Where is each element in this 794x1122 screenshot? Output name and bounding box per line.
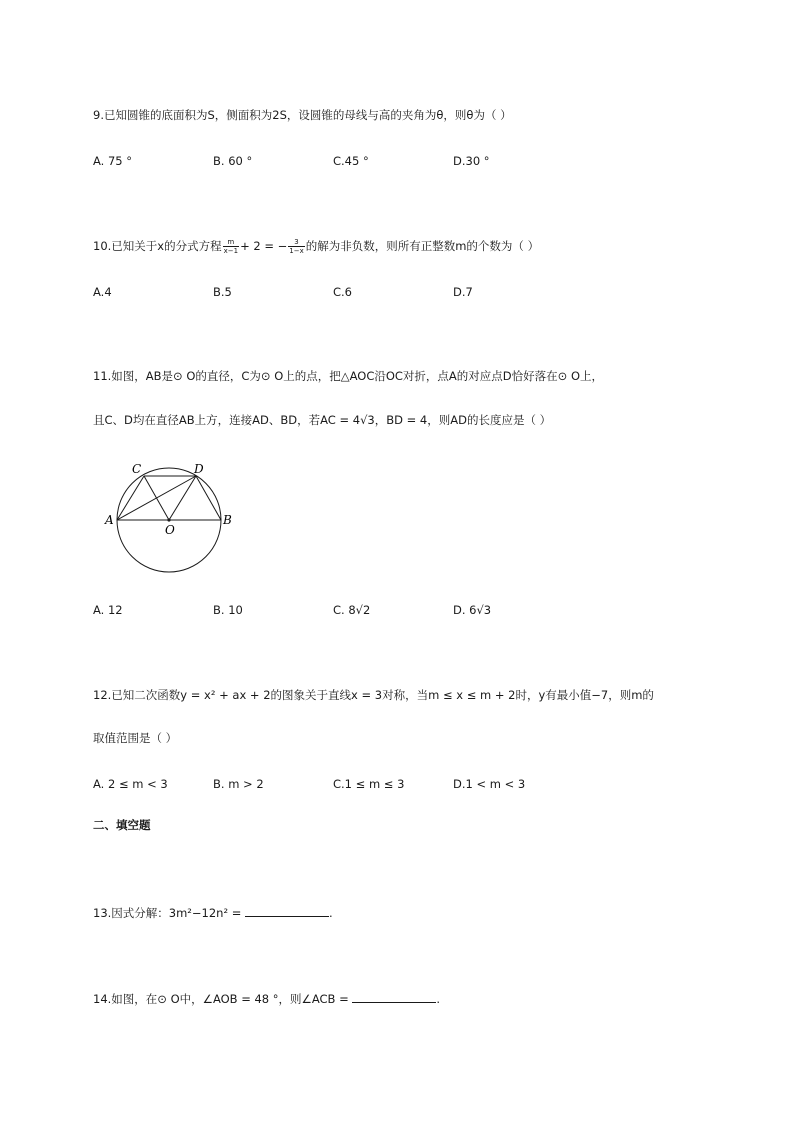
question-10-option-c: C.6: [333, 285, 353, 299]
fraction-numerator: 3: [288, 238, 304, 247]
question-14-period: .: [436, 992, 441, 1006]
question-10-stem: [93, 238, 539, 255]
question-11-option-c: C. 8√2: [333, 603, 371, 617]
question-9-option-a: A. 75 °: [93, 154, 133, 168]
center-point-o: [167, 518, 170, 521]
question-13-text: 13.因式分解：3m²−12n² =: [93, 906, 242, 920]
question-12-stem-line-1: 12.已知二次函数y = x² + ax + 2的图象关于直线x = 3对称，当m ≤ x ≤ m + 2时，y有最小值−7，则m的: [93, 688, 654, 702]
question-10-text-before: 10.已知关于x的分式方程: [93, 239, 222, 253]
question-11-option-d: D. 6√3: [453, 603, 492, 617]
label-b: B: [223, 513, 232, 527]
question-11-option-b: B. 10: [213, 603, 243, 617]
question-12-option-a: A. 2 ≤ m < 3: [93, 777, 168, 791]
fraction-3-over-1-minus-x: [288, 238, 304, 255]
question-11-stem-line-1: 11.如图，AB是⊙ O的直径，C为⊙ O上的点，把△AOC沿OC对折，点A的对应点D恰好落在⊙ O上，: [93, 369, 603, 383]
answer-blank-13[interactable]: [245, 905, 329, 917]
question-12-options: [93, 776, 613, 792]
question-10-option-a: A.4: [93, 285, 112, 299]
question-10-option-b: B.5: [213, 285, 232, 299]
fraction-numerator: m: [223, 238, 239, 247]
question-12-option-c: C.1 ≤ m ≤ 3: [333, 777, 405, 791]
question-13-stem: [93, 905, 333, 921]
section-heading-fill-in: 二、填空题: [93, 818, 151, 832]
question-9-options: [93, 153, 613, 169]
circle-geometry-figure: [102, 458, 242, 573]
fraction-denominator: x−1: [223, 247, 239, 255]
question-9-option-c: C.45 °: [333, 154, 369, 168]
fraction-denominator: 1−x: [289, 247, 304, 255]
question-10-equation-middle: + 2 = −: [240, 239, 288, 253]
question-14-text: 14.如图，在⊙ O中，∠AOB = 48 °，则∠ACB =: [93, 992, 349, 1006]
question-14-stem: [93, 991, 440, 1007]
question-9-option-d: D.30 °: [453, 154, 490, 168]
question-10-options: [93, 284, 613, 300]
segment-db: [196, 476, 221, 520]
segment-ad: [117, 476, 196, 520]
label-c: C: [132, 462, 142, 476]
segment-od: [169, 476, 196, 520]
label-a: A: [105, 513, 114, 527]
segment-ac: [117, 476, 144, 520]
label-d: D: [194, 462, 204, 476]
question-12-stem-line-2: 取值范围是（ ）: [93, 731, 178, 745]
label-o: O: [165, 523, 175, 537]
question-10-option-d: D.7: [453, 285, 473, 299]
question-9-option-b: B. 60 °: [213, 154, 253, 168]
question-10-text-after: 的解为非负数，则所有正整数m的个数为（ ）: [305, 239, 540, 253]
question-11-option-a: A. 12: [93, 603, 123, 617]
answer-blank-14[interactable]: [352, 991, 436, 1003]
question-13-period: .: [329, 906, 333, 920]
question-9-stem: 9.已知圆锥的底面积为S，侧面积为2S，设圆锥的母线与高的夹角为θ，则θ为（ ）: [93, 108, 512, 122]
question-11-options: [93, 602, 613, 618]
fraction-m-over-x-minus-1: [223, 238, 239, 255]
question-11-stem-line-2: 且C、D均在直径AB上方，连接AD、BD，若AC = 4√3，BD = 4，则AD的长度应是（ ）: [93, 413, 552, 427]
question-12-option-d: D.1 < m < 3: [453, 777, 526, 791]
question-12-option-b: B. m > 2: [213, 777, 264, 791]
